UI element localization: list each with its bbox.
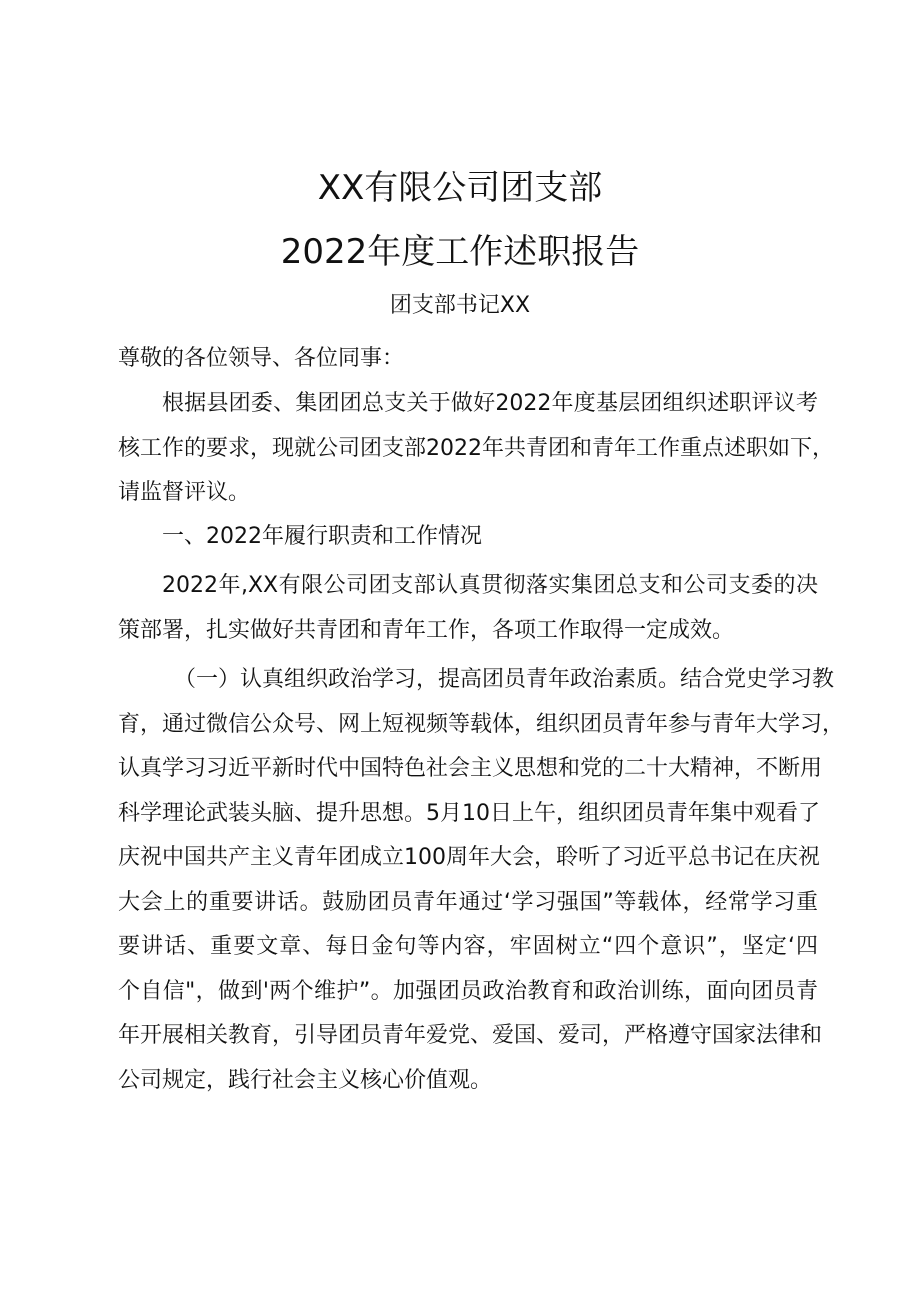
subsection-line: 科学理论武装头脑、提升思想。5月10日上午，组织团员青年集中观看了 xyxy=(118,800,820,826)
section-intro-line: 2022年,XX有限公司团支部认真贯彻落实集团总支和公司支委的决 xyxy=(162,573,818,598)
section-heading-text: 一、2022年履行职责和工作情况 xyxy=(162,524,482,549)
intro-paragraph xyxy=(118,382,834,516)
intro-line: 请监督评议。 xyxy=(118,480,251,505)
subsection-line: （一）认真组织政治学习，提高团员青年政治素质。结合党史学习教 xyxy=(174,667,835,692)
salutation-text: 尊敬的各位领导、各位同事： xyxy=(118,346,405,371)
salutation xyxy=(118,337,818,382)
document-title-line-2: 2022年度工作述职报告 xyxy=(280,232,640,272)
subsection-1-paragraph xyxy=(118,658,845,1103)
subsection-line: 育，通过微信公众号、网上短视频等载体，组织团员青年参与青年大学习， xyxy=(118,711,845,737)
intro-line: 根据县团委、集团团总支关于做好2022年度基层团组织述职评议考 xyxy=(162,391,818,416)
section-intro-line: 策部署，扎实做好共青团和青年工作，各项工作取得一定成效。 xyxy=(118,617,735,643)
document-title-line-1: XX有限公司团支部 xyxy=(317,168,603,208)
intro-line: 核工作的要求，现就公司团支部2022年共青团和青年工作重点述职如下， xyxy=(118,435,834,461)
author-line: 团支部书记XX xyxy=(389,293,531,318)
subsection-line: 公司规定，践行社会主义核心价值观。 xyxy=(118,1067,493,1093)
subsection-line: 认真学习习近平新时代中国特色社会主义思想和党的二十大精神，不断用 xyxy=(118,756,823,781)
subsection-line: 大会上的重要讲话。鼓励团员青年通过‘学习强国”等载体，经常学习重 xyxy=(118,889,818,915)
subsection-line: 要讲话、重要文章、每日金句等内容，牢固树立“四个意识”，坚定‘四 xyxy=(118,934,818,959)
section-1-intro-paragraph xyxy=(118,564,818,653)
subsection-line: 庆祝中国共产主义青年团成立100周年大会，聆听了习近平总书记在庆祝 xyxy=(118,845,820,870)
section-1-heading xyxy=(118,515,818,560)
subsection-line: 年开展相关教育，引导团员青年爱党、爱国、爱司，严格遵守国家法律和 xyxy=(118,1023,823,1048)
subsection-line: 个自信"，做到'两个维护”。加强团员政治教育和政治训练，面向团员青 xyxy=(118,978,818,1004)
